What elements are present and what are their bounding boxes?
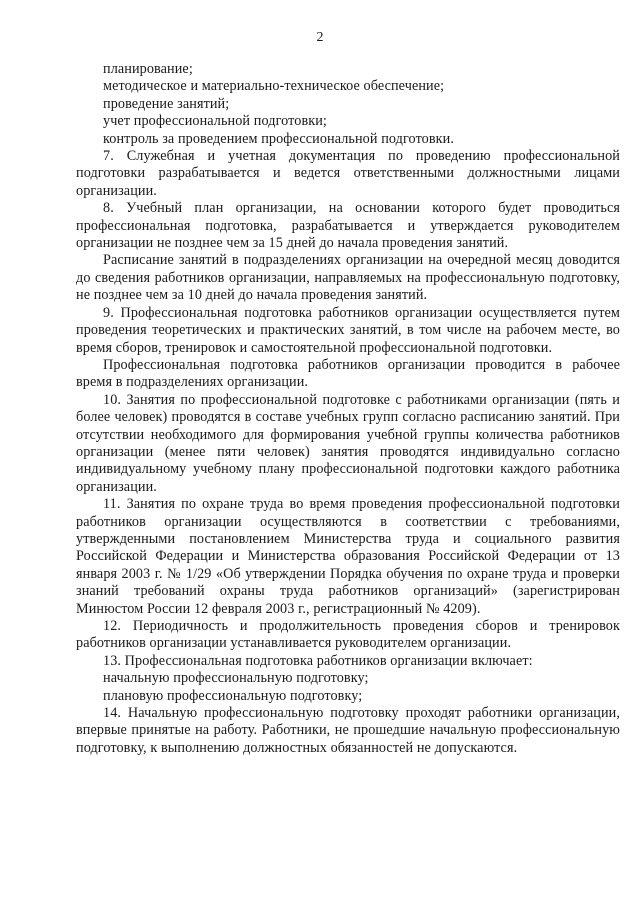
page-number: 2 — [316, 30, 324, 45]
paragraph-schedule: Расписание занятий в подразделениях организации на очередной месяц доводится до сведения работников организации, направляемых на профессиональную подготовку, не позднее чем за 10 дней до начала проведения занятий. — [76, 252, 620, 304]
paragraph-working-time: Профессиональная подготовка работников организации проводится в рабочее время в подразделениях организации. — [76, 356, 620, 391]
paragraph-11: 11. Занятия по охране труда во время проведения профессиональной подготовки работников организации осуществляются в соответствии с требованиями, утвержденными постановлением Министерства труда и социального развития Российской Федерации и Министерства образования Российской Федерации от 13 января 2003 г. № 1/29 «Об утверждении Порядка обучения по охране труда и проверки знаний требований охраны труда работников организаций» (зарегистрирован Минюстом России 12 февраля 2003 г., регистрационный № 4209). — [76, 496, 620, 617]
list-item: учет профессиональной подготовки; — [103, 113, 327, 130]
list-item: контроль за проведением профессиональной подготовки. — [103, 130, 455, 147]
list-item: плановую профессиональную подготовку; — [103, 687, 363, 704]
list-item: начальную профессиональную подготовку; — [103, 670, 369, 687]
list-item: методическое и материально-техническое обеспечение; — [103, 78, 445, 95]
paragraph-12: 12. Периодичность и продолжительность проведения сборов и тренировок работников организации устанавливается руководителем организации. — [76, 618, 620, 652]
document-body — [76, 61, 620, 757]
paragraph-14: 14. Начальную профессиональную подготовку проходят работники организации, впервые принятые на работу. Работники, не прошедшие начальную профессиональную подготовку, к выполнению должностных обязанностей не допускаются. — [76, 705, 620, 756]
paragraph-8: 8. Учебный план организации, на основании которого будет проводиться профессиональная подготовка, разрабатывается и утверждается руководителем организации не позднее чем за 15 дней до начала проведения занятий. — [76, 200, 620, 252]
paragraph-9: 9. Профессиональная подготовка работников организации осуществляется путем проведения теоретических и практических занятий, в том числе на рабочем месте, во время сборов, тренировок и самостоятельной профессиональной подготовки. — [76, 304, 620, 356]
paragraph-10: 10. Занятия по профессиональной подготовке с работниками организации (пять и более человек) проводятся в составе учебных групп согласно расписанию занятий. При отсутствии необходимого для формирования учебной группы количества работников организации (менее пяти человек) занятия проводятся индивидуально согласно индивидуальному учебному плану профессиональной подготовки каждого работника организации. — [76, 391, 620, 495]
list-item: планирование; — [103, 61, 193, 77]
list-item: проведение занятий; — [103, 95, 230, 112]
paragraph-13: 13. Профессиональная подготовка работников организации включает: — [103, 652, 533, 669]
paragraph-7: 7. Служебная и учетная документация по проведению профессиональной подготовки разрабатывается и ведется ответственными должностными лицами организации. — [76, 148, 620, 199]
